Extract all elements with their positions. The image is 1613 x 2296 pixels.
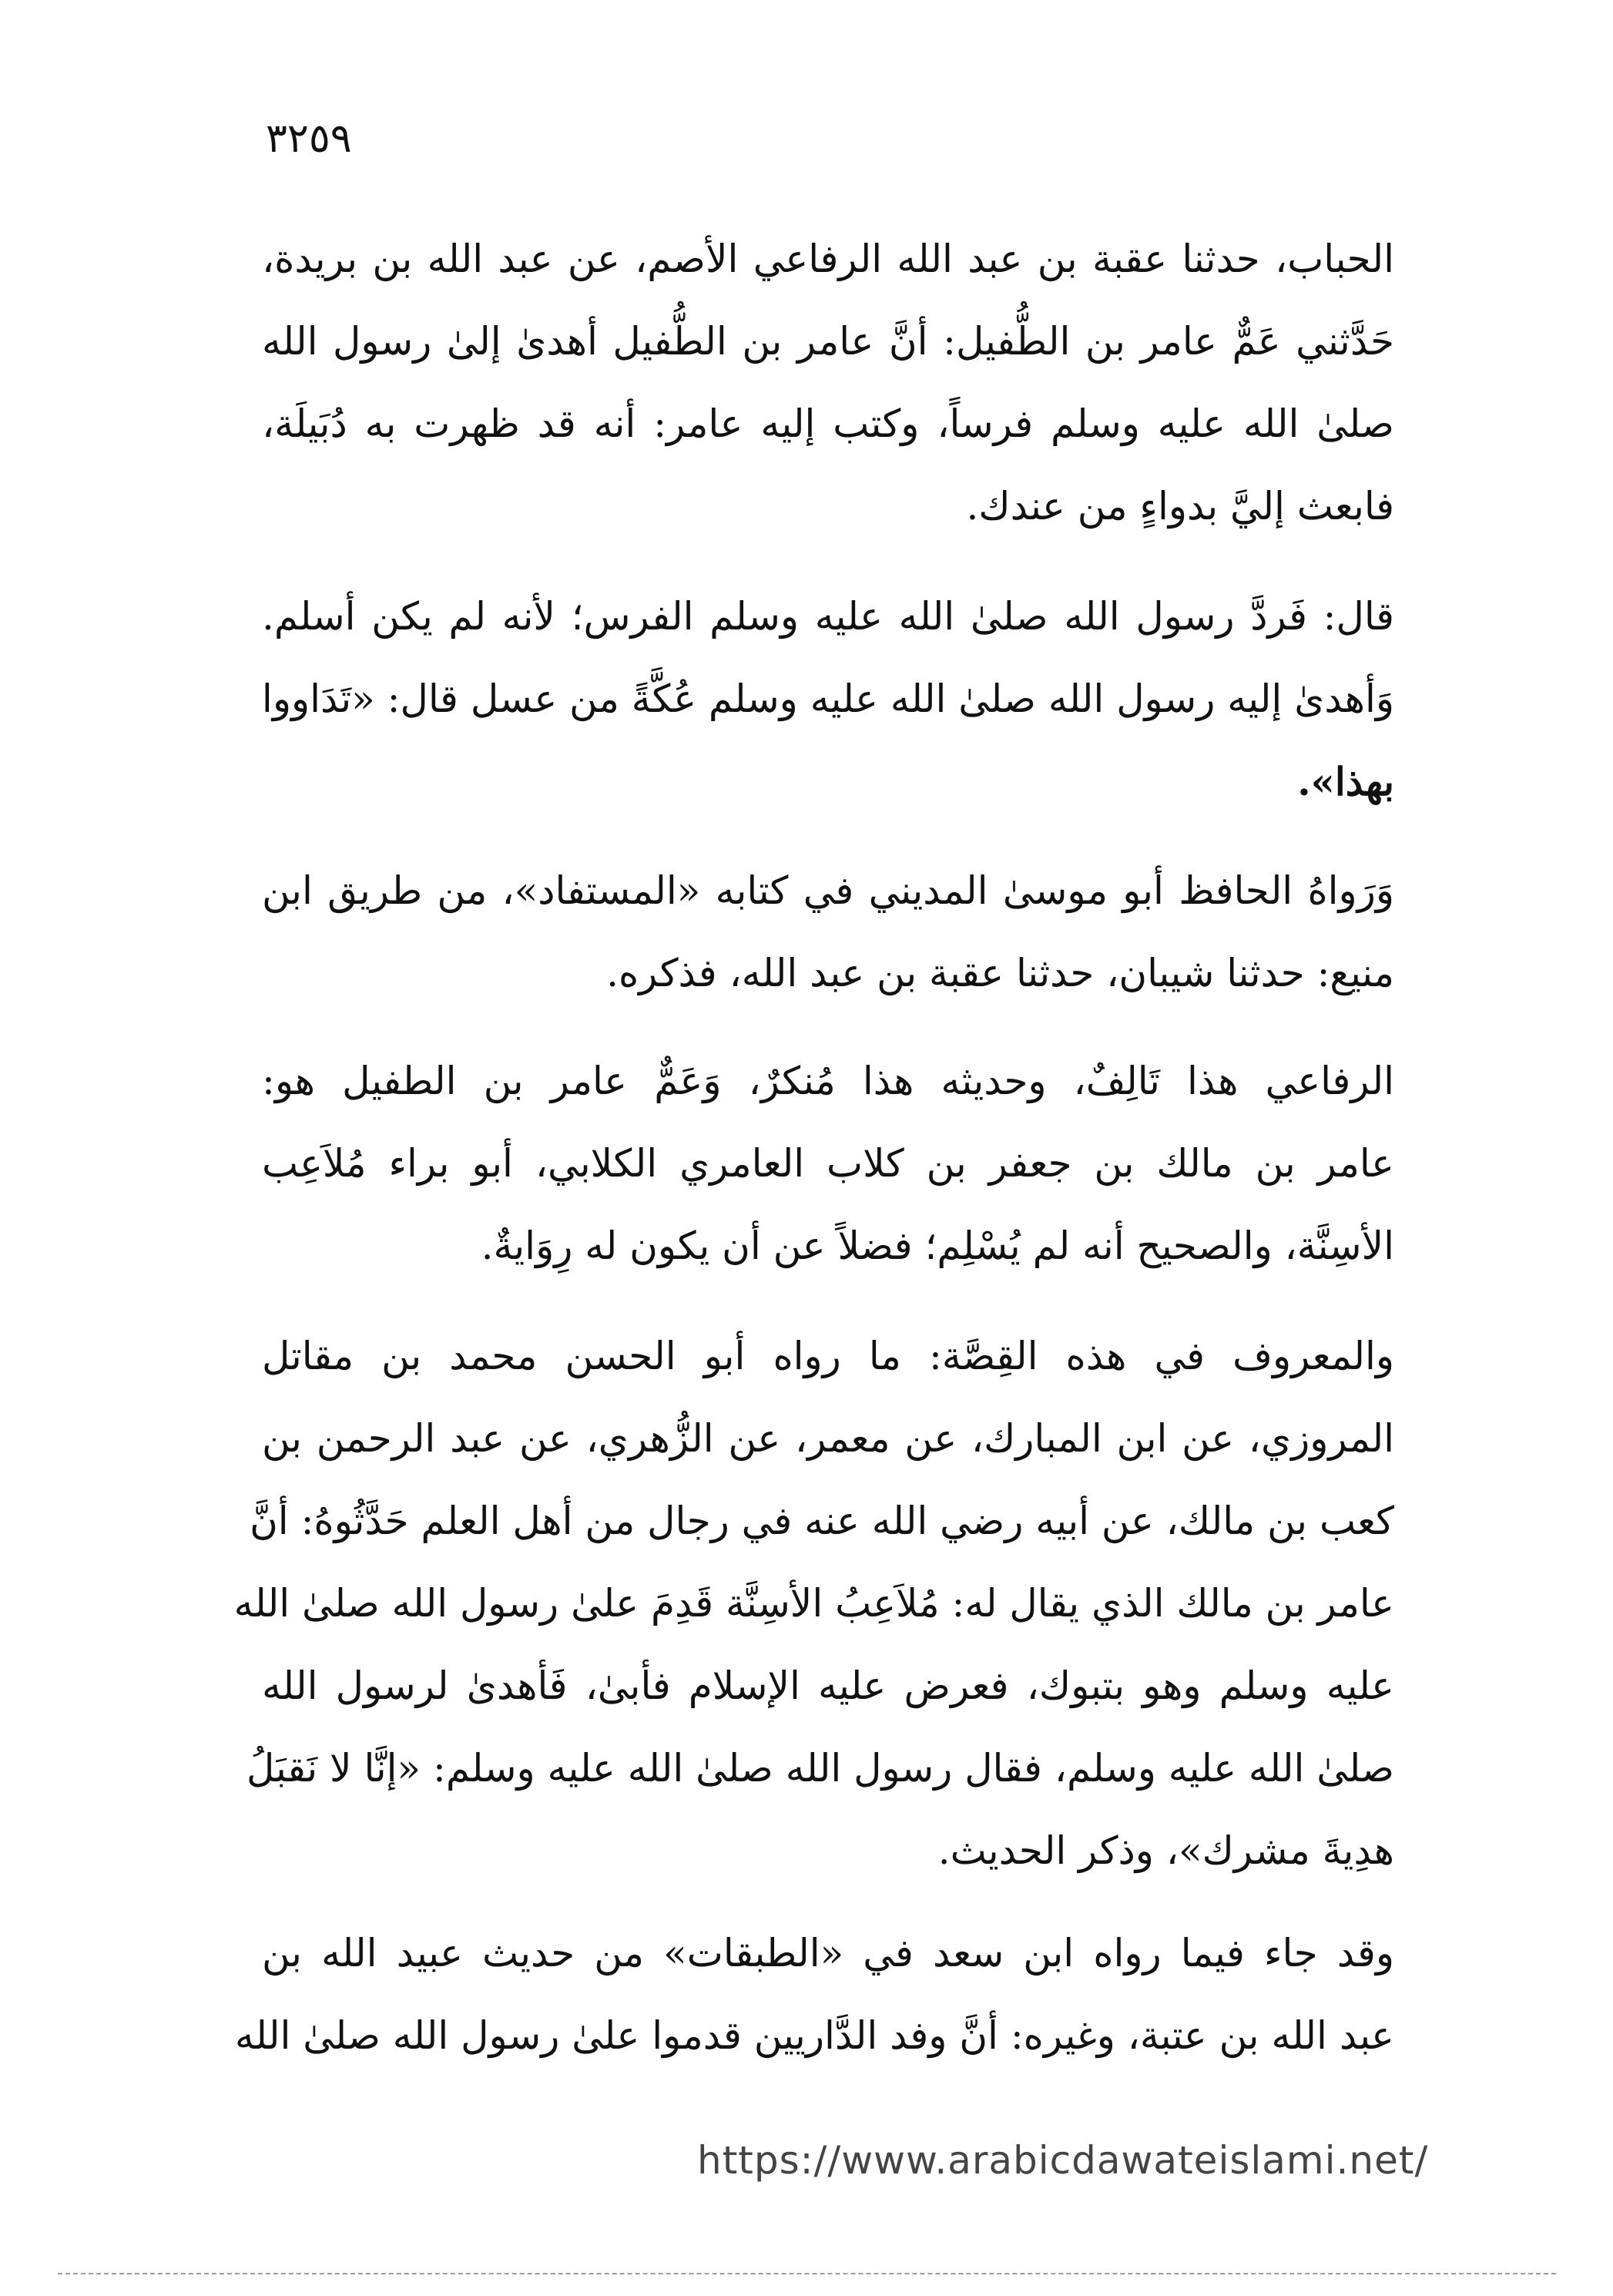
text-line: والمعروف في هذه القِصَّة: ما رواه أبو الحسن محمد بن مقاتل	[262, 1334, 1394, 1378]
text-line: حَدَّثني عَمٌّ عامر بن الطُّفيل: أنَّ عامر بن الطُّفيل أهدىٰ إلىٰ رسول الله	[262, 319, 1394, 364]
text-line: صلىٰ الله عليه وسلم فرساً، وكتب إليه عامر: أنه قد ظهرت به دُبَيلَة،	[262, 401, 1394, 446]
text-line: عامر بن مالك الذي يقال له: مُلاَعِبُ الأسِنَّة قَدِمَ علىٰ رسول الله صلىٰ الله	[233, 1581, 1394, 1626]
paragraph-1	[262, 218, 1394, 548]
text-line: عبد الله بن عتبة، وغيره: أنَّ وفد الدَّاريين قدموا علىٰ رسول الله صلىٰ الله	[234, 2013, 1394, 2058]
footer-divider	[58, 2273, 1556, 2276]
text-line: عليه وسلم وهو بتبوك، فعرض عليه الإسلام فأبىٰ، فَأهدىٰ لرسول الله	[262, 1663, 1394, 1708]
text-line: وَأهدىٰ إليه رسول الله صلىٰ الله عليه وسلم عُكَّةً من عسل قال: «تَدَاووا	[261, 676, 1394, 721]
text-line: وَرَواهُ الحافظ أبو موسىٰ المديني في كتابه «المستفاد»، من طريق ابن	[262, 868, 1394, 913]
paragraph-3	[262, 850, 1394, 1015]
text-line: هدِيةَ مشرك»، وذكر الحديث.	[937, 1828, 1394, 1873]
paragraph-6	[234, 1912, 1394, 2077]
text-line: المروزي، عن ابن المبارك، عن معمر، عن الزُّهري، عن عبد الرحمن بن	[262, 1416, 1394, 1461]
text-line: الرفاعي هذا تَالِفٌ، وحديثه هذا مُنكرٌ، وَعَمٌّ عامر بن الطفيل هو:	[262, 1059, 1394, 1103]
text-line: الأسِنَّة، والصحيح أنه لم يُسْلِم؛ فضلاً عن أن يكون له رِوَايةٌ.	[481, 1224, 1394, 1268]
watermark-url[interactable]: https://www.arabicdawateislami.net/	[697, 2138, 1429, 2183]
paragraph-4	[262, 1040, 1394, 1287]
text-line: كعب بن مالك، عن أبيه رضي الله عنه في رجال من أهل العلم حَدَّثُوهُ: أنَّ	[250, 1499, 1394, 1543]
paragraph-2	[262, 576, 1394, 823]
page-number: ٣٢٥٩	[266, 116, 352, 162]
text-line: منيع: حدثنا شيبان، حدثنا عقبة بن عبد الله، فذكره.	[606, 951, 1394, 995]
text-line: بهذا».	[1297, 759, 1394, 804]
paragraph-5	[233, 1315, 1394, 1892]
text-line: فابعث إليَّ بدواءٍ من عندك.	[966, 484, 1394, 529]
text-line: عامر بن مالك بن جعفر بن كلاب العامري الكلابي، أبو براء مُلاَعِب	[262, 1141, 1394, 1186]
text-line: صلىٰ الله عليه وسلم، فقال رسول الله صلىٰ الله عليه وسلم: «إنَّا لا نَقبَلُ	[246, 1746, 1394, 1791]
text-line: الحباب، حدثنا عقبة بن عبد الله الرفاعي الأصم، عن عبد الله بن بريدة،	[262, 237, 1394, 281]
text-line: وقد جاء فيما رواه ابن سعد في «الطبقات» من حديث عبيد الله بن	[262, 1931, 1394, 1975]
text-line: قال: فَردَّ رسول الله صلىٰ الله عليه وسلم الفرس؛ لأنه لم يكن أسلم.	[262, 594, 1394, 639]
